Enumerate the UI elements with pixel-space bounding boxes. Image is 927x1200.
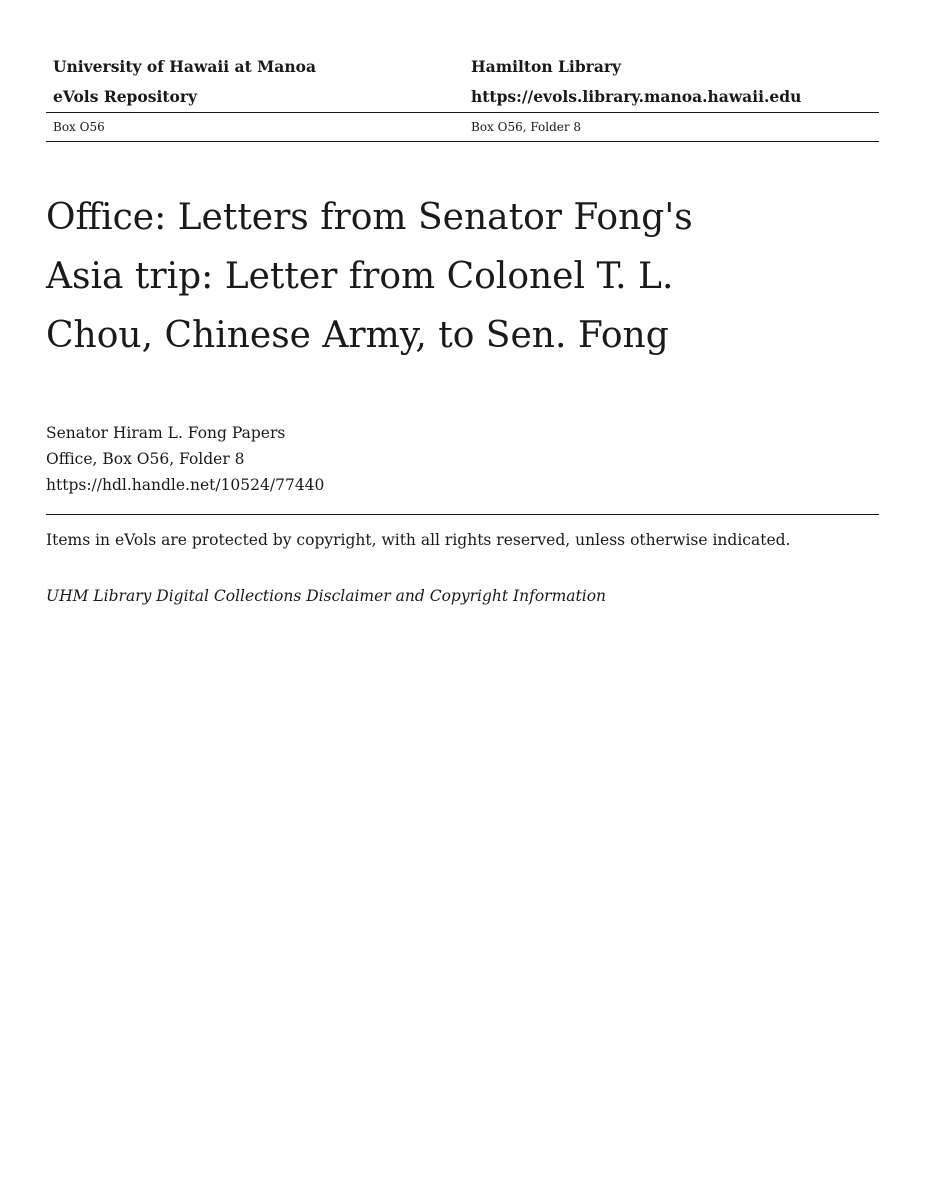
title-line: Chou, Chinese Army, to Sen. Fong bbox=[46, 315, 669, 356]
folder-location: Office, Box O56, Folder 8 bbox=[46, 450, 245, 468]
library-url[interactable]: https://evols.library.manoa.hawaii.edu bbox=[471, 87, 802, 106]
box-left-cell bbox=[46, 113, 464, 141]
header-row-box bbox=[46, 113, 879, 141]
repository-name: eVols Repository bbox=[53, 87, 198, 106]
header-bottom-divider bbox=[46, 141, 879, 142]
header-table bbox=[46, 52, 879, 142]
title-line: Office: Letters from Senator Fong's bbox=[46, 197, 693, 238]
copyright-notice: Items in eVols are protected by copyright, with all rights reserved, unless otherwise indicated. bbox=[46, 531, 791, 549]
box-label-left: Box O56 bbox=[53, 120, 105, 134]
box-label-right: Box O56, Folder 8 bbox=[471, 120, 582, 134]
collection-name: Senator Hiram L. Fong Papers bbox=[46, 424, 286, 442]
document-metadata bbox=[46, 420, 324, 498]
metadata-divider bbox=[46, 514, 879, 515]
document-title bbox=[46, 188, 806, 365]
header-right bbox=[464, 52, 879, 112]
institution-name: University of Hawaii at Manoa bbox=[53, 57, 316, 76]
header-left bbox=[46, 52, 464, 112]
title-line: Asia trip: Letter from Colonel T. L. bbox=[46, 256, 674, 297]
header-row-top bbox=[46, 52, 879, 112]
library-name: Hamilton Library bbox=[471, 57, 622, 76]
box-right-cell bbox=[464, 113, 879, 141]
handle-link[interactable]: https://hdl.handle.net/10524/77440 bbox=[46, 476, 325, 494]
disclaimer-link[interactable]: UHM Library Digital Collections Disclaimer and Copyright Information bbox=[46, 587, 607, 605]
